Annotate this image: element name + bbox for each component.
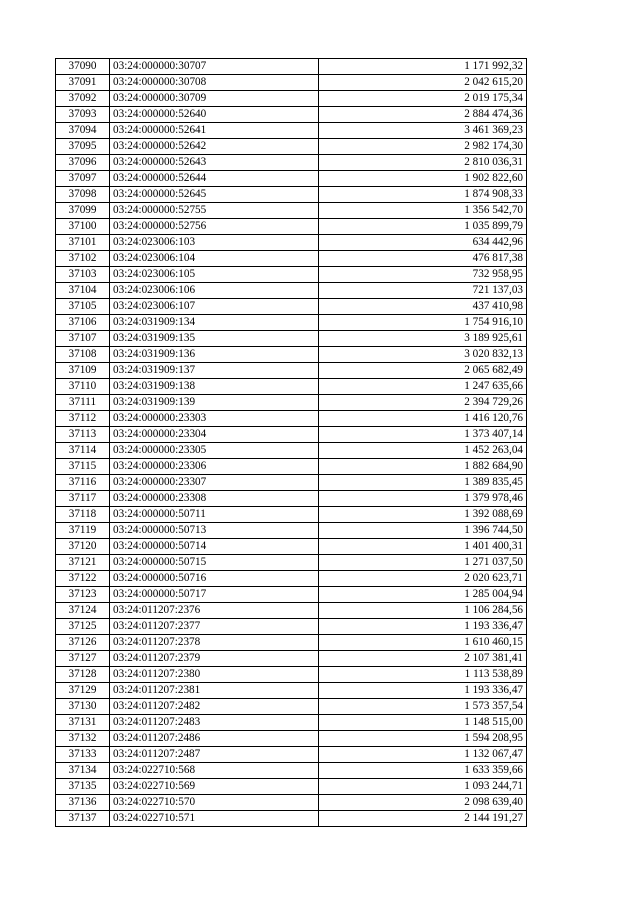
cadastral-value-cell: 1 882 684,90 xyxy=(319,459,527,475)
cadastral-number-cell: 03:24:022710:570 xyxy=(110,795,319,811)
cadastral-number-cell: 03:24:022710:568 xyxy=(110,763,319,779)
cadastral-number-cell: 03:24:011207:2378 xyxy=(110,635,319,651)
row-number-cell: 37135 xyxy=(56,779,110,795)
cadastral-value-cell: 1 113 538,89 xyxy=(319,667,527,683)
row-number-cell: 37137 xyxy=(56,811,110,827)
cadastral-value-cell: 1 452 263,04 xyxy=(319,443,527,459)
row-number-cell: 37104 xyxy=(56,283,110,299)
row-number-cell: 37111 xyxy=(56,395,110,411)
table-row xyxy=(56,203,527,219)
cadastral-value-cell: 1 193 336,47 xyxy=(319,619,527,635)
cadastral-value-cell: 1 754 916,10 xyxy=(319,315,527,331)
row-number-cell: 37131 xyxy=(56,715,110,731)
cadastral-value-cell: 1 902 822,60 xyxy=(319,171,527,187)
cadastral-value-cell: 2 020 623,71 xyxy=(319,571,527,587)
row-number-cell: 37120 xyxy=(56,539,110,555)
row-number-cell: 37124 xyxy=(56,603,110,619)
cadastral-value-cell: 437 410,98 xyxy=(319,299,527,315)
table-row xyxy=(56,251,527,267)
row-number-cell: 37093 xyxy=(56,107,110,123)
cadastral-number-cell: 03:24:023006:104 xyxy=(110,251,319,267)
cadastral-number-cell: 03:24:000000:23305 xyxy=(110,443,319,459)
row-number-cell: 37100 xyxy=(56,219,110,235)
cadastral-number-cell: 03:24:031909:135 xyxy=(110,331,319,347)
table-row xyxy=(56,411,527,427)
cadastral-value-cell: 1 610 460,15 xyxy=(319,635,527,651)
row-number-cell: 37092 xyxy=(56,91,110,107)
cadastral-number-cell: 03:24:031909:137 xyxy=(110,363,319,379)
cadastral-number-cell: 03:24:000000:50713 xyxy=(110,523,319,539)
cadastral-value-cell: 1 389 835,45 xyxy=(319,475,527,491)
table-row xyxy=(56,283,527,299)
table-row xyxy=(56,459,527,475)
cadastral-value-cell: 1 132 067,47 xyxy=(319,747,527,763)
cadastral-value-cell: 2 098 639,40 xyxy=(319,795,527,811)
table-row xyxy=(56,603,527,619)
cadastral-number-cell: 03:24:000000:30709 xyxy=(110,91,319,107)
table-row xyxy=(56,187,527,203)
table-row xyxy=(56,91,527,107)
table-row xyxy=(56,331,527,347)
row-number-cell: 37095 xyxy=(56,139,110,155)
row-number-cell: 37097 xyxy=(56,171,110,187)
cadastral-value-table xyxy=(55,58,527,827)
row-number-cell: 37109 xyxy=(56,363,110,379)
cadastral-value-cell: 1 106 284,56 xyxy=(319,603,527,619)
row-number-cell: 37106 xyxy=(56,315,110,331)
table-row xyxy=(56,667,527,683)
row-number-cell: 37108 xyxy=(56,347,110,363)
cadastral-number-cell: 03:24:000000:52642 xyxy=(110,139,319,155)
cadastral-number-cell: 03:24:000000:52643 xyxy=(110,155,319,171)
row-number-cell: 37129 xyxy=(56,683,110,699)
cadastral-number-cell: 03:24:011207:2381 xyxy=(110,683,319,699)
cadastral-number-cell: 03:24:000000:52644 xyxy=(110,171,319,187)
row-number-cell: 37128 xyxy=(56,667,110,683)
cadastral-value-cell: 1 271 037,50 xyxy=(319,555,527,571)
cadastral-number-cell: 03:24:000000:23308 xyxy=(110,491,319,507)
row-number-cell: 37132 xyxy=(56,731,110,747)
table-row xyxy=(56,763,527,779)
table-row xyxy=(56,139,527,155)
cadastral-value-cell: 1 874 908,33 xyxy=(319,187,527,203)
cadastral-number-cell: 03:24:023006:107 xyxy=(110,299,319,315)
cadastral-value-cell: 1 573 357,54 xyxy=(319,699,527,715)
row-number-cell: 37134 xyxy=(56,763,110,779)
cadastral-number-cell: 03:24:031909:134 xyxy=(110,315,319,331)
cadastral-value-cell: 2 884 474,36 xyxy=(319,107,527,123)
cadastral-value-cell: 2 065 682,49 xyxy=(319,363,527,379)
cadastral-number-cell: 03:24:011207:2483 xyxy=(110,715,319,731)
table-row xyxy=(56,555,527,571)
row-number-cell: 37112 xyxy=(56,411,110,427)
cadastral-number-cell: 03:24:000000:52641 xyxy=(110,123,319,139)
table-row xyxy=(56,219,527,235)
cadastral-number-cell: 03:24:022710:569 xyxy=(110,779,319,795)
table-row xyxy=(56,363,527,379)
cadastral-number-cell: 03:24:000000:30707 xyxy=(110,59,319,75)
cadastral-number-cell: 03:24:000000:52756 xyxy=(110,219,319,235)
cadastral-value-cell: 476 817,38 xyxy=(319,251,527,267)
table-row xyxy=(56,523,527,539)
cadastral-number-cell: 03:24:000000:50715 xyxy=(110,555,319,571)
table-row xyxy=(56,795,527,811)
row-number-cell: 37107 xyxy=(56,331,110,347)
table-row xyxy=(56,267,527,283)
table-row xyxy=(56,587,527,603)
cadastral-number-cell: 03:24:011207:2482 xyxy=(110,699,319,715)
cadastral-number-cell: 03:24:023006:106 xyxy=(110,283,319,299)
row-number-cell: 37136 xyxy=(56,795,110,811)
table-row xyxy=(56,107,527,123)
cadastral-value-cell: 2 042 615,20 xyxy=(319,75,527,91)
row-number-cell: 37098 xyxy=(56,187,110,203)
cadastral-number-cell: 03:24:011207:2486 xyxy=(110,731,319,747)
cadastral-number-cell: 03:24:022710:571 xyxy=(110,811,319,827)
cadastral-value-cell: 1 373 407,14 xyxy=(319,427,527,443)
row-number-cell: 37090 xyxy=(56,59,110,75)
cadastral-number-cell: 03:24:000000:23306 xyxy=(110,459,319,475)
row-number-cell: 37123 xyxy=(56,587,110,603)
table-row xyxy=(56,683,527,699)
table-row xyxy=(56,715,527,731)
cadastral-number-cell: 03:24:000000:23303 xyxy=(110,411,319,427)
table-row xyxy=(56,299,527,315)
row-number-cell: 37121 xyxy=(56,555,110,571)
row-number-cell: 37117 xyxy=(56,491,110,507)
cadastral-value-cell: 1 356 542,70 xyxy=(319,203,527,219)
cadastral-value-cell: 1 247 635,66 xyxy=(319,379,527,395)
cadastral-value-cell: 2 019 175,34 xyxy=(319,91,527,107)
table-row xyxy=(56,619,527,635)
cadastral-number-cell: 03:24:000000:50717 xyxy=(110,587,319,603)
cadastral-value-cell: 634 442,96 xyxy=(319,235,527,251)
cadastral-value-cell: 1 171 992,32 xyxy=(319,59,527,75)
row-number-cell: 37094 xyxy=(56,123,110,139)
cadastral-number-cell: 03:24:000000:30708 xyxy=(110,75,319,91)
cadastral-value-cell: 3 189 925,61 xyxy=(319,331,527,347)
cadastral-value-cell: 1 193 336,47 xyxy=(319,683,527,699)
table-row xyxy=(56,171,527,187)
cadastral-number-cell: 03:24:000000:23304 xyxy=(110,427,319,443)
row-number-cell: 37115 xyxy=(56,459,110,475)
table-row xyxy=(56,235,527,251)
row-number-cell: 37102 xyxy=(56,251,110,267)
cadastral-value-cell: 1 285 004,94 xyxy=(319,587,527,603)
table-row xyxy=(56,443,527,459)
cadastral-number-cell: 03:24:011207:2376 xyxy=(110,603,319,619)
table-row xyxy=(56,811,527,827)
table-row xyxy=(56,699,527,715)
row-number-cell: 37118 xyxy=(56,507,110,523)
table-row xyxy=(56,59,527,75)
cadastral-number-cell: 03:24:000000:52640 xyxy=(110,107,319,123)
row-number-cell: 37133 xyxy=(56,747,110,763)
table-body xyxy=(56,59,527,827)
table-row xyxy=(56,779,527,795)
cadastral-value-cell: 1 396 744,50 xyxy=(319,523,527,539)
table-row xyxy=(56,747,527,763)
cadastral-value-cell: 1 401 400,31 xyxy=(319,539,527,555)
cadastral-value-cell: 2 810 036,31 xyxy=(319,155,527,171)
cadastral-value-cell: 1 148 515,00 xyxy=(319,715,527,731)
table-row xyxy=(56,651,527,667)
cadastral-number-cell: 03:24:011207:2380 xyxy=(110,667,319,683)
cadastral-value-cell: 1 093 244,71 xyxy=(319,779,527,795)
cadastral-number-cell: 03:24:000000:52755 xyxy=(110,203,319,219)
cadastral-number-cell: 03:24:011207:2377 xyxy=(110,619,319,635)
cadastral-number-cell: 03:24:000000:52645 xyxy=(110,187,319,203)
cadastral-value-cell: 2 107 381,41 xyxy=(319,651,527,667)
table-row xyxy=(56,427,527,443)
cadastral-value-cell: 3 461 369,23 xyxy=(319,123,527,139)
table-row xyxy=(56,123,527,139)
table-row xyxy=(56,635,527,651)
cadastral-number-cell: 03:24:011207:2379 xyxy=(110,651,319,667)
row-number-cell: 37125 xyxy=(56,619,110,635)
cadastral-number-cell: 03:24:011207:2487 xyxy=(110,747,319,763)
row-number-cell: 37119 xyxy=(56,523,110,539)
cadastral-value-cell: 2 394 729,26 xyxy=(319,395,527,411)
table-row xyxy=(56,491,527,507)
cadastral-number-cell: 03:24:000000:50716 xyxy=(110,571,319,587)
row-number-cell: 37130 xyxy=(56,699,110,715)
cadastral-number-cell: 03:24:000000:50714 xyxy=(110,539,319,555)
cadastral-value-cell: 732 958,95 xyxy=(319,267,527,283)
cadastral-value-cell: 2 982 174,30 xyxy=(319,139,527,155)
table-row xyxy=(56,347,527,363)
cadastral-number-cell: 03:24:031909:139 xyxy=(110,395,319,411)
cadastral-value-cell: 1 035 899,79 xyxy=(319,219,527,235)
table-row xyxy=(56,75,527,91)
row-number-cell: 37126 xyxy=(56,635,110,651)
cadastral-number-cell: 03:24:031909:138 xyxy=(110,379,319,395)
table-row xyxy=(56,731,527,747)
table-row xyxy=(56,379,527,395)
cadastral-number-cell: 03:24:023006:103 xyxy=(110,235,319,251)
cadastral-value-cell: 1 392 088,69 xyxy=(319,507,527,523)
cadastral-value-cell: 1 633 359,66 xyxy=(319,763,527,779)
cadastral-value-cell: 1 594 208,95 xyxy=(319,731,527,747)
row-number-cell: 37127 xyxy=(56,651,110,667)
row-number-cell: 37116 xyxy=(56,475,110,491)
cadastral-value-cell: 721 137,03 xyxy=(319,283,527,299)
row-number-cell: 37096 xyxy=(56,155,110,171)
table-row xyxy=(56,475,527,491)
cadastral-number-cell: 03:24:000000:23307 xyxy=(110,475,319,491)
cadastral-number-cell: 03:24:023006:105 xyxy=(110,267,319,283)
row-number-cell: 37113 xyxy=(56,427,110,443)
row-number-cell: 37099 xyxy=(56,203,110,219)
row-number-cell: 37091 xyxy=(56,75,110,91)
row-number-cell: 37114 xyxy=(56,443,110,459)
cadastral-value-cell: 1 379 978,46 xyxy=(319,491,527,507)
row-number-cell: 37101 xyxy=(56,235,110,251)
row-number-cell: 37122 xyxy=(56,571,110,587)
row-number-cell: 37103 xyxy=(56,267,110,283)
table-row xyxy=(56,571,527,587)
cadastral-number-cell: 03:24:031909:136 xyxy=(110,347,319,363)
table-row xyxy=(56,539,527,555)
row-number-cell: 37110 xyxy=(56,379,110,395)
cadastral-number-cell: 03:24:000000:50711 xyxy=(110,507,319,523)
table-row xyxy=(56,315,527,331)
table-row xyxy=(56,395,527,411)
cadastral-value-cell: 3 020 832,13 xyxy=(319,347,527,363)
cadastral-value-cell: 1 416 120,76 xyxy=(319,411,527,427)
table-row xyxy=(56,507,527,523)
row-number-cell: 37105 xyxy=(56,299,110,315)
cadastral-value-cell: 2 144 191,27 xyxy=(319,811,527,827)
table-row xyxy=(56,155,527,171)
